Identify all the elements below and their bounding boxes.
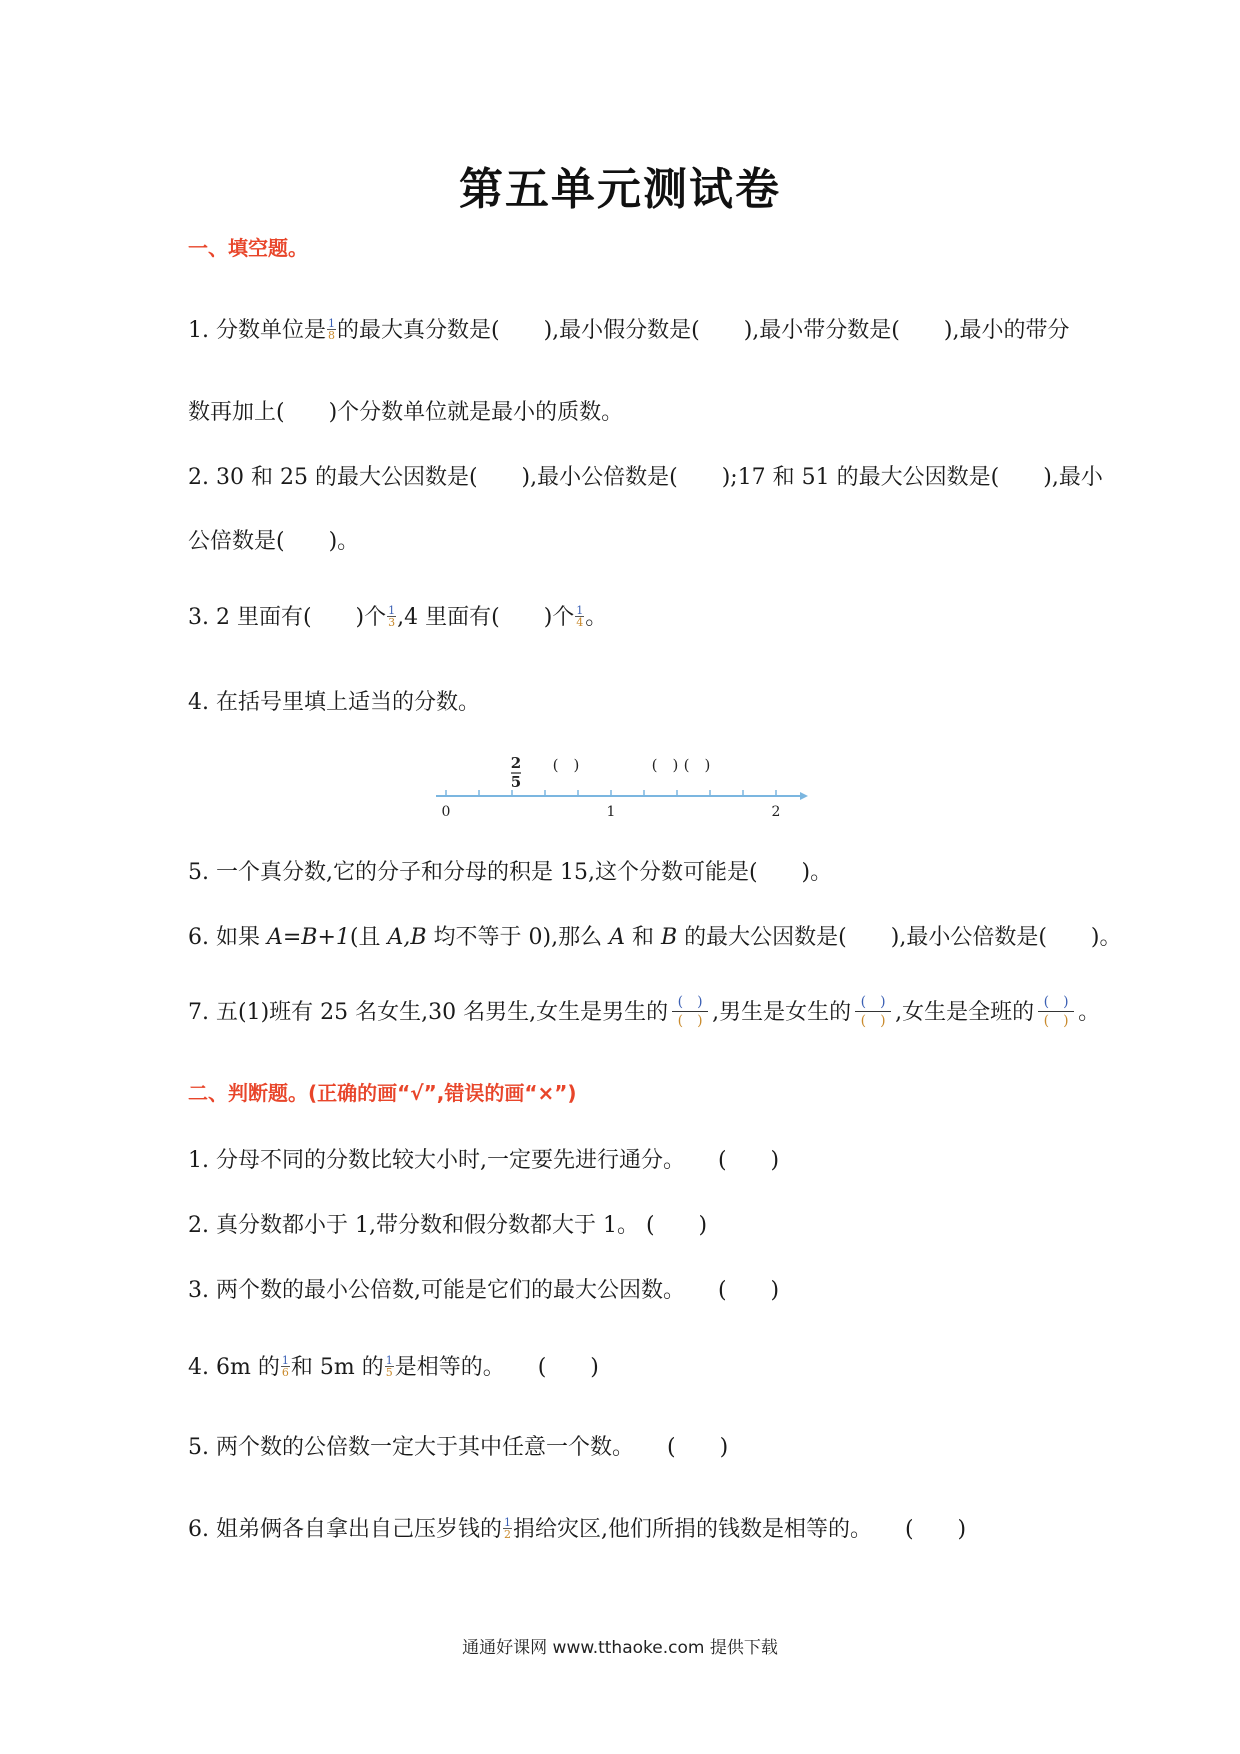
judge-question-4: 4. 6m 的 $\frac{1}{6}$ 和 5m 的 $\frac{1}{5}$ 是相等的。 ( )	[188, 1353, 599, 1380]
fraction-one-half: $\frac{1}{2}$	[503, 1515, 511, 1541]
question-6: 6. 如果 A=B+1(且 A,B 均不等于 0),那么 A 和 B 的最大公因数是( ),最小公倍数是( )。	[188, 925, 1122, 950]
question-4: 4. 在括号里填上适当的分数。	[188, 690, 480, 715]
fraction-one-fourth: $\frac{1}{4}$	[576, 603, 584, 629]
numberline-given-denominator: 5	[510, 773, 522, 791]
numberline-given-numerator: 2	[510, 754, 522, 772]
question-1-line-2: 数再加上( )个分数单位就是最小的质数。	[188, 400, 624, 425]
question-5: 5. 一个真分数,它的分子和分母的积是 15,这个分数可能是( )。	[188, 860, 833, 885]
fraction-blank-3: ( ) ( )	[1036, 995, 1076, 1031]
question-3: 3. 2 里面有( )个 $\frac{1}{3}$ ,4 里面有( )个 $\frac{1}{4}$ 。	[188, 603, 608, 630]
judge-question-2: 2. 真分数都小于 1,带分数和假分数都大于 1。 ( )	[188, 1213, 708, 1238]
footer-watermark: 通通好课网 www.tthaoke.com 提供下载	[462, 1638, 778, 1658]
fraction-blank-2: ( ) ( )	[853, 995, 893, 1031]
numberline-label-1: 1	[606, 804, 616, 818]
fraction-blank-1: ( ) ( )	[670, 995, 710, 1031]
q1-text-a: 1. 分数单位是	[188, 318, 326, 343]
numberline-blank-1: ( )	[552, 756, 580, 774]
fraction-one-sixth: $\frac{1}{6}$	[281, 1353, 289, 1379]
judge-question-3: 3. 两个数的最小公倍数,可能是它们的最大公因数。 ( )	[188, 1278, 780, 1303]
fraction-one-fifth: $\frac{1}{5}$	[385, 1353, 393, 1379]
fraction-one-eighth: $\frac{1}{8}$	[327, 316, 335, 342]
number-line-diagram	[430, 748, 810, 818]
fraction-one-third: $\frac{1}{3}$	[388, 603, 396, 629]
numberline-blank-3: ( )	[683, 756, 711, 774]
question-2-line-2: 公倍数是( )。	[188, 529, 360, 554]
q1-text-b: 的最大真分数是( ),最小假分数是( ),最小带分数是( ),最小的带分	[336, 318, 1070, 343]
judge-question-5: 5. 两个数的公倍数一定大于其中任意一个数。 ( )	[188, 1435, 729, 1460]
judge-question-6: 6. 姐弟俩各自拿出自己压岁钱的 $\frac{1}{2}$ 捐给灾区,他们所捐的钱数是相等的。 ( )	[188, 1515, 967, 1542]
question-1-line-1	[188, 313, 1069, 344]
numberline-blank-2: ( )	[651, 756, 679, 774]
numberline-label-2: 2	[771, 804, 781, 818]
question-2-line-1: 2. 30 和 25 的最大公因数是( ),最小公倍数是( );17 和 51 的最大公因数是( ),最小	[188, 465, 1103, 490]
judge-question-1: 1. 分母不同的分数比较大小时,一定要先进行通分。 ( )	[188, 1148, 780, 1173]
section-heading-fill-in: 一、填空题。	[188, 236, 308, 260]
numberline-label-0: 0	[441, 804, 451, 818]
question-7: 7. 五(1)班有 25 名女生,30 名男生,女生是男生的 ( ) ( ) ,男生是女生的 ( ) ( ) ,女生是全班的 ( ) ( ) 。	[188, 994, 1101, 1029]
page-title: 第五单元测试卷	[459, 164, 781, 215]
section-heading-true-false: 二、判断题。(正确的画“√”,错误的画“×”)	[188, 1081, 577, 1105]
q6-expression: A=B+1	[266, 925, 350, 950]
numberline-arrow-icon	[800, 792, 808, 800]
